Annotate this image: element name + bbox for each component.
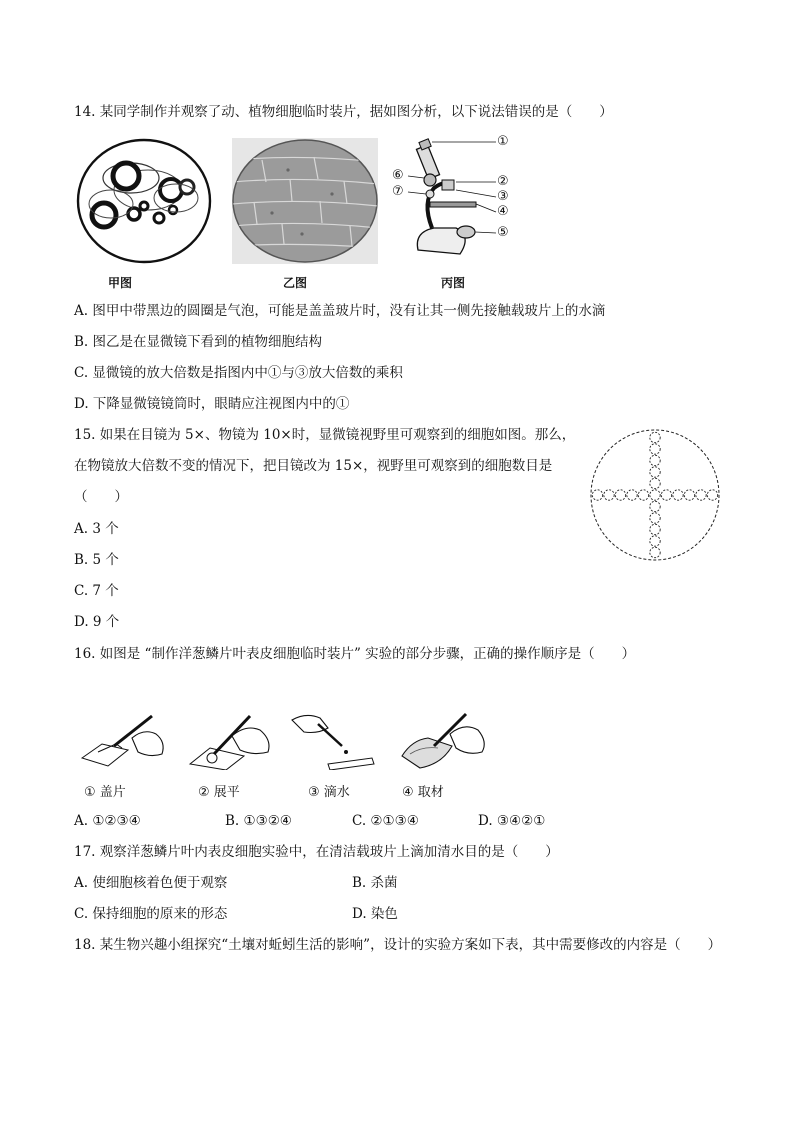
cell-vertical <box>650 432 660 442</box>
q17-option-c: C. 保持细胞的原来的形态 <box>74 906 228 922</box>
q15-stem-line-3: （ ） <box>74 489 128 505</box>
callout-1: ① <box>497 134 509 149</box>
cell-horizontal <box>707 490 717 500</box>
step-label-2: ② 展平 <box>198 785 240 800</box>
q15-option-a: A. 3 个 <box>74 521 119 537</box>
cell-vertical <box>650 547 660 557</box>
cell-vertical <box>650 455 660 465</box>
figure-step-spread <box>188 706 280 770</box>
callout-4: ④ <box>497 204 509 219</box>
q17-stem: 17. 观察洋葱鳞片叶内表皮细胞实验中，在清洁载玻片上滴加清水目的是（ ） <box>74 844 559 860</box>
caption-bing: 丙图 <box>441 276 466 290</box>
cell-vertical <box>650 513 660 523</box>
q17-option-a: A. 使细胞核着色便于观察 <box>74 875 228 891</box>
figure-jia-air-bubbles <box>76 138 212 264</box>
callout-5: ⑤ <box>497 225 509 240</box>
callout-6: ⑥ <box>392 168 404 183</box>
cell-vertical <box>650 444 660 454</box>
q16-stem: 16. 如图是 “制作洋葱鳞片叶表皮细胞临时装片” 实验的部分步骤，正确的操作顺序是（ ） <box>74 646 636 662</box>
q14-option-c: C. 显微镜的放大倍数是指图内中①与③放大倍数的乘积 <box>74 365 403 381</box>
cell-vertical <box>650 536 660 546</box>
q15-option-c: C. 7 个 <box>74 583 119 599</box>
figure-step-drip-water <box>288 706 384 770</box>
q14-option-b: B. 图乙是在显微镜下看到的植物细胞结构 <box>74 334 323 350</box>
caption-jia: 甲图 <box>108 276 133 290</box>
figure-step-take-material <box>398 706 492 770</box>
callout-2: ② <box>497 174 509 189</box>
q14-option-a: A. 图甲中带黑边的圆圈是气泡，可能是盖盖玻片时，没有让其一侧先接触载玻片上的水滴 <box>74 303 606 319</box>
figure-step-cover-slip <box>76 706 168 770</box>
cell-vertical <box>650 501 660 511</box>
cell-horizontal <box>673 490 683 500</box>
cell-horizontal <box>627 490 637 500</box>
cell-horizontal <box>661 490 671 500</box>
q16-option-d: D. ③④②① <box>478 813 546 829</box>
q18-stem: 18. 某生物兴趣小组探究“土壤对蚯蚓生活的影响”，设计的实验方案如下表，其中需要修改的内容是（ ） <box>74 937 722 953</box>
cell-horizontal <box>696 490 706 500</box>
q16-option-b: B. ①③②④ <box>225 813 292 829</box>
q14-stem: 14. 某同学制作并观察了动、植物细胞临时装片，据如图分析，以下说法错误的是（ ） <box>74 104 613 120</box>
cell-horizontal <box>684 490 694 500</box>
caption-yi: 乙图 <box>283 276 308 290</box>
figure-yi-plant-cells <box>232 138 378 264</box>
figure-q15-field-of-view <box>589 428 721 562</box>
q15-stem-line-1: 15. 如果在目镜为 5×、物镜为 10×时，显微镜视野里可观察到的细胞如图。那么， <box>74 427 576 443</box>
q15-option-b: B. 5 个 <box>74 552 119 568</box>
cell-vertical <box>650 467 660 477</box>
q15-option-d: D. 9 个 <box>74 614 120 630</box>
cell-vertical <box>650 478 660 488</box>
callout-7: ⑦ <box>392 184 404 199</box>
q16-option-a: A. ①②③④ <box>74 813 141 829</box>
callout-3: ③ <box>497 189 509 204</box>
cell-vertical <box>650 490 660 500</box>
q16-option-c: C. ②①③④ <box>352 813 419 829</box>
q17-option-d: D. 染色 <box>352 906 398 922</box>
cell-horizontal <box>615 490 625 500</box>
cell-horizontal <box>638 490 648 500</box>
step-label-4: ④ 取材 <box>402 785 444 800</box>
q15-stem-line-2: 在物镜放大倍数不变的情况下，把目镜改为 15×，视野里可观察到的细胞数目是 <box>74 458 553 474</box>
q14-option-d: D. 下降显微镜镜筒时，眼睛应注视图内中的① <box>74 396 350 412</box>
step-label-1: ① 盖片 <box>84 785 126 800</box>
q17-option-b: B. 杀菌 <box>352 875 398 891</box>
cell-horizontal <box>592 490 602 500</box>
cell-vertical <box>650 524 660 534</box>
step-label-3: ③ 滴水 <box>308 785 350 800</box>
cell-horizontal <box>604 490 614 500</box>
